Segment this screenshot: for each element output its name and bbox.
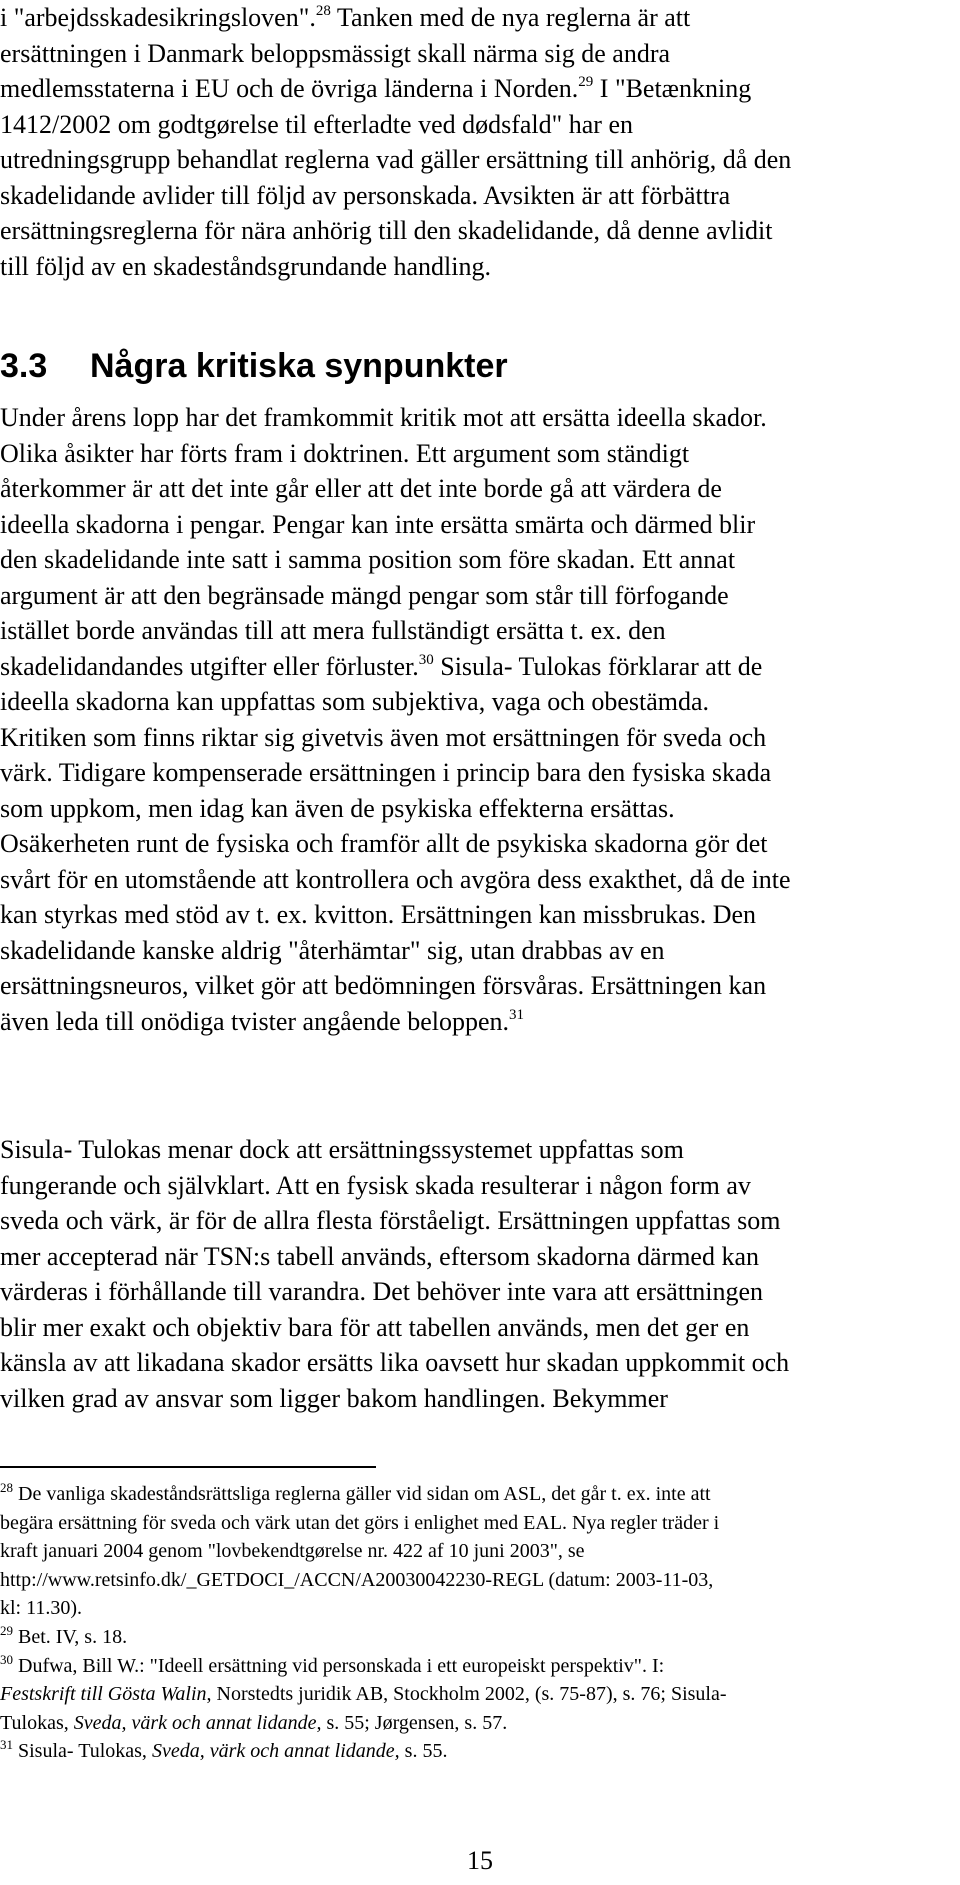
footnote-number: 28 <box>0 1480 13 1495</box>
footnote-url[interactable]: http://www.retsinfo.dk/_GETDOCI_/ACCN/A20030042230-REGL (datum: 2003-11-03, <box>0 1568 714 1591</box>
book-title: Sveda, värk och annat lidande, <box>151 1740 400 1763</box>
page-number: 15 <box>467 1846 493 1875</box>
footnote-ref-31[interactable]: 31 <box>509 1006 524 1023</box>
body-paragraph-2: Sisula- Tulokas menar dock att ersättningssystemet uppfattas som fungerande och självklart. Att en fysisk skada resulterar i någon form av sveda och värk, är för de allra flesta förståeligt. Ersättningen uppfattas som mer accepterad när TSN:s tabell används, eftersom skadorna därmed kan värderas i förhållande till varandra. Det behöver inte vara att ersättningen blir mer exakt och objektiv bara för att tabellen används, men det ger en känsla av att likadana skador ersätts lika oavsett hur skadan uppkommit och vilken grad av ansvar som ligger bakom handlingen. Bekymmer <box>0 1135 790 1413</box>
footnote-number: 30 <box>0 1651 13 1667</box>
footnotes <box>0 1480 958 1766</box>
book-title: Sveda, värk och annat lidande, <box>73 1711 322 1734</box>
section-title: Några kritiska synpunkter <box>90 347 508 385</box>
footnote-separator <box>0 1466 376 1468</box>
footnote-31: $^{31}$ Sisula- Tulokas, Sveda, värk och annat lidande, s. 55. <box>0 1737 448 1763</box>
footnote-ref-29[interactable]: 29 <box>578 74 594 90</box>
footnote-30: $^{30}$ Dufwa, Bill W.: "Ideell ersättning vid personskada i ett europeiskt perspektiv". I: Festskrift till Gösta Walin, Norstedts juridik AB, Stockholm 2002, (s. 75-87), s. 76; Sisula- Tulokas, Sveda, värk och annat lidande, s. 55; Jørgensen, s. 57. <box>0 1651 727 1734</box>
section-number: 3.3 <box>0 347 48 385</box>
footnote-number: 29 <box>0 1622 13 1638</box>
footnote-28: $^{28}$ De vanliga skadeståndsrättsliga reglerna gäller vid sidan om ASL, det går t. ex. inte att begära ersättning för sveda och värk utan det görs i enlighet med EAL. Nya regler träder i kraft januari 2004 genom "lovbekendtgørelse nr. 422 af 10 juni 2003", se http://www.retsinfo.dk/_GETDOCI_/ACCN/A20030042230-REGL (datum: 2003-11-03, kl: 11.30). <box>0 1480 958 1623</box>
footnote-29: $^{29}$ Bet. IV, s. 18. <box>0 1622 128 1648</box>
footnote-number: 31 <box>0 1737 13 1753</box>
section-heading <box>0 346 958 386</box>
body-paragraph-1: Under årens lopp har det framkommit kritik mot att ersätta ideella skador. Olika åsikter har förts fram i doktrinen. Ett argument som ständigt återkommer är att det inte går eller att det inte borde gå att värdera de ideella skadorna i pengar. Pengar kan inte ersätta smärta och därmed blir den skadelidande inte satt i samma position som före skadan. Ett annat argument är att den begränsade mängd pengar som står till förfogande istället borde användas till att mera fullständigt ersätta t. ex. den skadelidandandes utgifter eller förluster.$^{30}$ Sisula- Tulokas förklarar att de ideella skadorna kan uppfattas som subjektiva, vaga och obestämda. Kritiken som finns riktar sig givetvis även mot ersättningen för sveda och värk. Tidigare kompenserade ersättningen i princip bara den fysiska skada som uppkom, men idag kan även de psykiska effekterna ersättas. Osäkerheten runt de fysiska och framför allt de psykiska skadorna gör det svårt för en utomstående att kontrollera och avgöra dess exakthet, då de inte kan styrkas med stöd av t. ex. kvitton. Ersättningen kan missbrukas. Den skadelidande kanske aldrig "återhämtar" sig, utan drabbas av en ersättningsneuros, vilket gör att bedömningen försvåras. Ersättningen kan även leda till onödiga tvister angående beloppen.$^{31}$ <box>0 403 791 1036</box>
footnote-ref-28[interactable]: 28 <box>315 3 331 19</box>
book-title: Festskrift till Gösta Walin <box>0 1683 207 1706</box>
footnote-ref-30[interactable]: 30 <box>418 651 434 668</box>
intro-paragraph: i "arbejdsskadesikringsloven".$^{28}$ Tanken med de nya reglerna är att ersättningen i Danmark beloppsmässigt skall närma sig de andra medlemsstaterna i EU och de övriga länderna i Norden.$^{29}$ I "Betænkning 1412/2002 om godtgørelse til efterladte ved dødsfald" har en utredningsgrupp behandlat reglerna vad gäller ersättning till anhörig, då den skadelidande avlider till följd av personskada. Avsikten är att förbättra ersättningsreglerna för nära anhörig till den skadelidande, då denne avlidit till följd av en skadeståndsgrundande handling. <box>0 3 792 281</box>
